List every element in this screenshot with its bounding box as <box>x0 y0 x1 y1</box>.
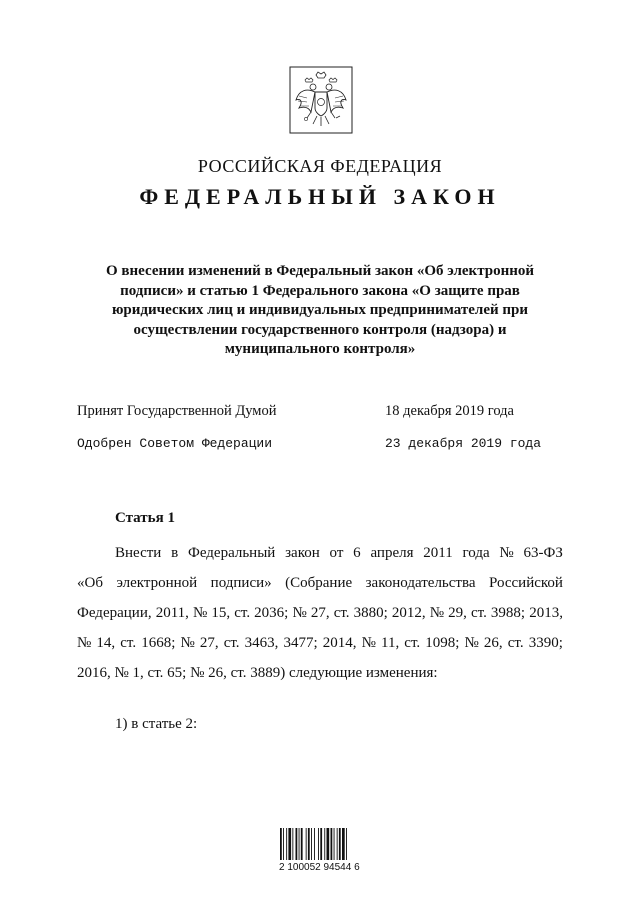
article-paragraph <box>77 538 563 688</box>
paragraph-line: «Об электронной подписи» (Собрание законодательства Российской <box>77 575 563 591</box>
paragraph-line: 2016, № 1, ст. 65; № 26, ст. 3889) следующие изменения: <box>77 665 438 681</box>
duma-adoption-date: 18 декабря 2019 года <box>385 403 514 419</box>
country-name: РОССИЙСКАЯ ФЕДЕРАЦИЯ <box>197 156 443 176</box>
law-title-line: юридических лиц и индивидуальных предпринимателей при <box>111 302 529 318</box>
list-item: 1) в статье 2: <box>115 716 198 732</box>
council-approval-label: Одобрен Советом Федерации <box>77 436 273 451</box>
law-title-line: О внесении изменений в Федеральный закон «Об электронной <box>105 263 535 279</box>
barcode-number: 2 100052 94544 6 <box>279 862 360 873</box>
barcode <box>279 818 367 878</box>
law-title <box>96 262 544 360</box>
law-title-line: муниципального контроля» <box>224 341 416 357</box>
paragraph-line: Федерации, 2011, № 15, ст. 2036; № 27, ст. 3880; 2012, № 29, ст. 3988; 2013, <box>77 605 563 621</box>
barcode-bars-icon <box>279 828 361 860</box>
duma-adoption-label: Принят Государственной Думой <box>77 403 277 419</box>
coat-of-arms-icon <box>289 66 353 134</box>
council-approval-date: 23 декабря 2019 года <box>385 436 542 451</box>
article-heading: Статья 1 <box>115 510 175 526</box>
paragraph-line: № 14, ст. 1668; № 27, ст. 3463, 3477; 2014, № 11, ст. 1098; № 26, ст. 3390; <box>77 635 563 651</box>
paragraph-line: Внести в Федеральный закон от 6 апреля 2011 года № 63-ФЗ <box>115 545 563 561</box>
document-type: ФЕДЕРАЛЬНЫЙ ЗАКОН <box>139 184 501 209</box>
law-title-line: осуществлении государственного контроля (надзора) и <box>133 321 507 338</box>
law-title-line: подписи» и статью 1 Федерального закона «О защите прав <box>120 282 520 299</box>
